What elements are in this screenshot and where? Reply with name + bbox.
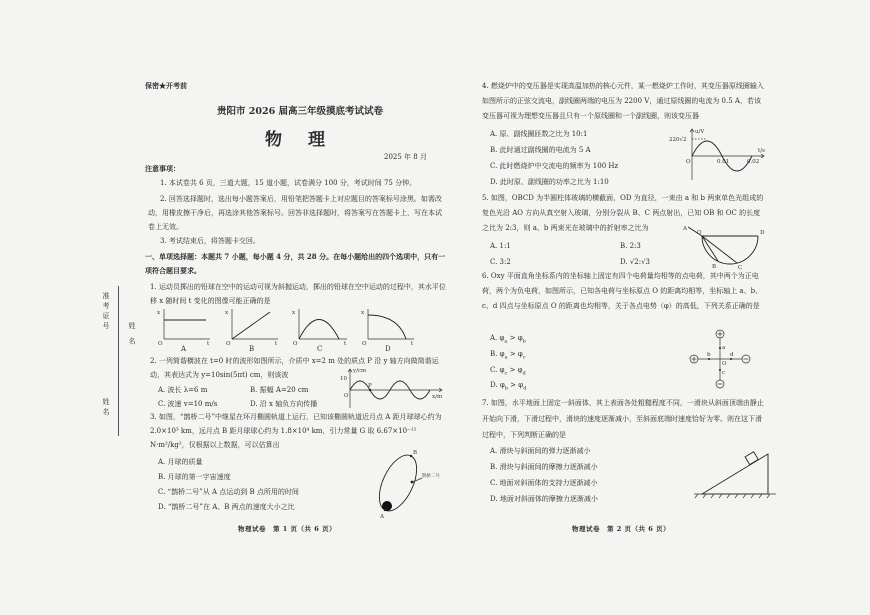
q5-option-b: B. 2:3 — [620, 242, 641, 250]
origin-label: O — [293, 341, 298, 347]
satellite-dot — [411, 481, 414, 484]
point-d — [730, 358, 732, 360]
binding-line — [118, 286, 119, 436]
q1-graph-b — [224, 306, 280, 346]
tick-t1-label: 0.01 — [717, 159, 730, 165]
q6-option-c — [490, 364, 526, 379]
point-b — [708, 358, 710, 360]
axis-y-label: x — [292, 310, 296, 316]
point-d-label: D — [760, 230, 765, 236]
margin-exam-id-label: 准考证号 — [102, 292, 110, 332]
confidential-mark: 保密★开考前 — [145, 81, 187, 90]
phi-symbol: φ — [517, 366, 523, 374]
phi-symbol: φ — [517, 334, 523, 342]
subscript: b — [504, 385, 508, 392]
point-p-label: P — [368, 383, 372, 389]
greater-than: > — [509, 334, 516, 342]
exam-date: 2025 年 8 月 — [384, 153, 427, 161]
satellite-label: 鹊桥二号 — [422, 474, 440, 479]
notes-heading: 注意事项： — [145, 164, 180, 173]
phi-symbol: φ — [499, 381, 505, 389]
question-3-stem: 3. 如图，“鹊桥二号”中继星在环月椭圆轨道上运行，已知该椭圆轨道近月点 A 距月球球心约为 2.0×10³ km，远月点 B 距月球球心约为 1.8×10⁴ km，引力常量 G 取 6.67×10⁻¹¹ N·m²/kg²，仅根据以上数据，可以估算出 — [150, 413, 442, 449]
greater-than: > — [509, 366, 516, 374]
subscript: b — [522, 338, 526, 345]
q6-charge-figure — [688, 328, 752, 390]
greater-than: > — [509, 350, 516, 358]
y-axis-label: u/V — [695, 129, 705, 135]
tick-t2-label: 0.02 — [747, 159, 760, 165]
point-c-label: c — [722, 370, 726, 376]
q4-option-c: C. 此时燃烧炉中交流电的频率为 100 Hz — [490, 162, 619, 170]
q7-option-b: B. 滑块与斜面间的摩擦力逐渐减小 — [490, 463, 598, 471]
satellite-pointer — [413, 478, 422, 482]
orbit-ellipse — [372, 449, 425, 516]
q1-graph-c — [291, 306, 349, 346]
amplitude-label: 10 — [340, 376, 347, 382]
q4-option-b: B. 此时通过副线圈的电流为 5 A — [490, 146, 591, 154]
exam-title: 贵阳市 2026 届高三年级摸底考试试卷 — [216, 106, 384, 117]
origin-label: O — [362, 341, 367, 347]
point-c-label: C — [738, 265, 743, 271]
positive-charge-left-icon — [690, 355, 698, 363]
question-1-stem: 1. 运动员掷出的铅球在空中的运动可视为斜抛运动，掷出的铅球在空中运动的过程中，其水平位移 x 随时间 t 变化的图像可能正确的是 — [150, 283, 446, 305]
point-d-label: d — [730, 352, 734, 358]
note-3: 3. 考试结束后，将答题卡交回。 — [160, 237, 260, 245]
q7-option-d: D. 地面对斜面体的摩擦力逐渐减小 — [490, 495, 598, 503]
subject-title: 物 理 — [265, 130, 335, 150]
origin-label: O — [722, 361, 727, 367]
phi-symbol: φ — [518, 381, 524, 389]
x-axis-label: x/m — [432, 394, 443, 400]
option-label: C. — [490, 366, 498, 374]
q7-option-c: C. 地面对斜面体的支持力逐渐减小 — [490, 479, 598, 487]
axis-x-label: t — [207, 341, 210, 347]
negative-charge-bottom-icon — [716, 380, 724, 388]
q6-option-a — [490, 332, 526, 347]
note-2: 2. 回答选择题时，选出每小题答案后，用铅笔把答题卡上对应题目的答案标号涂黑。如需改动，用橡皮擦干净后，再选涂其他答案标号。回答非选择题时，将答案写在答题卡上，写在本试卷上无效。 — [148, 195, 442, 231]
point-c — [719, 369, 721, 371]
question-6-stem: 6. Oxy 平面直角坐标系内的坐标轴上固定有四个电荷量均相等的点电荷，其中两个为正电荷，两个为负电荷，如图所示，已知各电荷与坐标原点 O 的距离均相等，坐标轴上 a、b、c、d 四点与坐标原点 O 的距离也均相等，关于各点电势（φ）的高低，下列关系正确的是 — [482, 272, 763, 310]
q1-option-b-label: B — [249, 345, 255, 353]
axis-y-label: x — [225, 310, 229, 316]
point-p — [369, 389, 371, 391]
phi-symbol: φ — [499, 366, 505, 374]
x-axis-label: t/s — [758, 148, 765, 154]
semicircle-arc — [702, 236, 758, 264]
subscript: d — [523, 385, 527, 392]
q4-option-a: A. 原、副线圈匝数之比为 10:1 — [490, 130, 588, 138]
q3-option-a: A. 月球的质量 — [158, 458, 203, 466]
q3-option-b: B. 月球的第一宇宙速度 — [158, 473, 231, 481]
subscript: a — [504, 338, 508, 345]
phi-symbol: φ — [499, 350, 505, 358]
left-page-footer: 物理试卷 第 1 页（共 6 页） — [238, 525, 337, 533]
option-label: D. — [490, 381, 498, 389]
question-5-stem: 5. 如图，OBCD 为半圆柱体玻璃的横截面，OD 为直径，一束由 a 和 b 两束单色光组成的复色光沿 AO 方向从真空射入玻璃，分别分裂从 B、C 两点射出，已知 OB 和 OC 的长度之比为 2:3，则 a、b 两束光在玻璃中的折射率之比为 — [482, 194, 764, 232]
point-o-label: O — [697, 230, 702, 236]
origin-label: O — [226, 341, 231, 347]
slider-block — [745, 452, 758, 465]
q3-option-c: C. “鹊桥二号”从 A 点运动到 B 点所用的时间 — [158, 488, 299, 496]
point-b-label: b — [707, 352, 711, 358]
subscript: c — [522, 354, 526, 361]
q3-orbit-figure — [352, 448, 444, 518]
option-label: A. — [490, 334, 498, 342]
curve — [368, 315, 406, 339]
q2-option-a: A. 波长 λ=6 m — [158, 386, 208, 394]
y-axis-label: y/cm — [353, 368, 367, 374]
phi-symbol: φ — [499, 334, 505, 342]
q1-option-d-label: D — [385, 345, 391, 353]
q4-sine-figure — [668, 126, 768, 182]
peak-label: 220√2 — [669, 137, 687, 143]
question-2-stem: 2. 一列简谐横波在 t=0 时的波形如图所示，介质中 x=2 m 处的质点 P 沿 y 轴方向做简谐运动，其表达式为 y=10sin(5πt) cm，则该波 — [150, 357, 439, 379]
origin-label: O — [686, 159, 691, 165]
q4-option-d: D. 此时原、副线圈的功率之比为 1:10 — [490, 178, 609, 186]
q6-option-d — [490, 379, 526, 394]
q2-option-d: D. 沿 x 轴负方向传播 — [250, 400, 318, 408]
q2-wave-figure — [338, 366, 446, 410]
point-a-label: a — [722, 345, 726, 351]
subscript: a — [504, 354, 508, 361]
point-b-label: B — [712, 264, 717, 270]
point-a-label: A — [683, 226, 687, 232]
q2-option-b: B. 振幅 A=20 cm — [250, 386, 309, 394]
margin-name-label-lower: 姓名 — [102, 398, 110, 418]
axis-y-label: x — [361, 310, 365, 316]
phi-symbol: φ — [517, 350, 523, 358]
q5-option-a: A. 1:1 — [490, 242, 511, 250]
ray-oc — [702, 236, 737, 263]
q5-option-c: C. 3:2 — [490, 258, 511, 266]
q5-semicircle-figure — [682, 224, 770, 270]
subscript: d — [522, 370, 526, 377]
q1-graph-a — [156, 306, 212, 346]
point-a — [719, 347, 721, 349]
q7-option-a: A. 滑块与斜面间的弹力逐渐减小 — [490, 447, 591, 455]
origin-label: O — [158, 341, 163, 347]
q1-graph-d — [360, 306, 416, 346]
q2-option-c: C. 波速 v=10 m/s — [158, 400, 218, 408]
point-a — [384, 509, 386, 511]
note-1: 1. 本试卷共 6 页，三道大题，15 道小题，试卷满分 100 分，考试时间 75 分钟。 — [160, 179, 417, 187]
positive-charge-top-icon — [716, 330, 724, 338]
q3-option-d: D. “鹊桥二号”在 A、B 两点的速度大小之比 — [158, 503, 295, 511]
margin-name-label: 姓 名 — [128, 322, 136, 348]
option-label: B. — [490, 350, 498, 358]
q5-option-d: D. √2:√3 — [620, 258, 650, 266]
axis-x-label: t — [411, 341, 414, 347]
point-b-label: B — [413, 450, 418, 456]
greater-than: > — [510, 381, 517, 389]
q1-option-a-label: A — [181, 345, 187, 353]
right-page-footer: 物理试卷 第 2 页（共 6 页） — [572, 525, 671, 533]
origin-label: O — [344, 393, 349, 399]
negative-charge-right-icon — [742, 355, 750, 363]
curve — [232, 312, 270, 339]
axis-x-label: t — [344, 341, 347, 347]
axis-x-label: t — [275, 341, 278, 347]
point-a-label: A — [380, 514, 384, 520]
subscript: c — [504, 370, 508, 377]
q6-option-b — [490, 348, 526, 363]
ground-hatching — [695, 494, 770, 498]
curve — [299, 320, 339, 340]
question-7-stem: 7. 如图，水平地面上固定一斜面体，其上表面各处粗糙程度不同，一滑块从斜面顶端由静止开始向下滑，下滑过程中，滑块的速度逐渐减小，至斜面底端时速度恰好为零。则在这下滑过程中，下列判断正确的是 — [482, 399, 764, 439]
question-4-stem: 4. 燃烧炉中的变压器是实现高温加热的核心元件，某一燃烧炉工作时，其变压器原线圈输入如图所示的正弦交流电，副线圈两端的电压为 2200 V，通过原线圈的电流为 0.5 A，若该变压器可视为理想变压器且只有一个原线圈和一个副线圈，则该变压器 — [482, 82, 764, 120]
section-1-heading: 一、单项选择题：本题共 7 小题，每小题 4 分，共 28 分。在每小题给出的四个选项中，只有一项符合题目要求。 — [145, 252, 446, 275]
q7-incline-figure — [694, 440, 776, 502]
moon-icon — [382, 501, 392, 511]
q1-option-c-label: C — [317, 345, 323, 353]
axis-y-label: x — [157, 310, 161, 316]
point-b — [410, 455, 412, 457]
